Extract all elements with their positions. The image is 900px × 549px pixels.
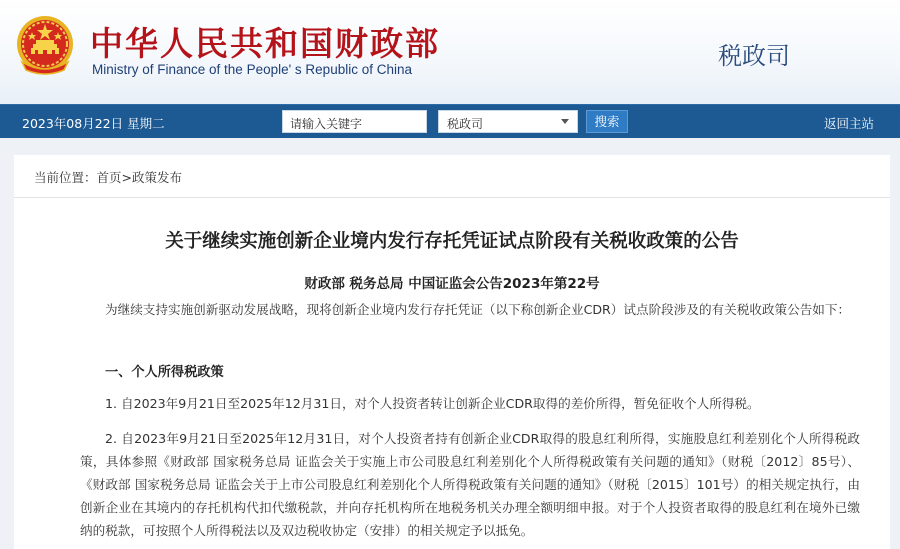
national-emblem-icon bbox=[14, 14, 76, 78]
article-title: 关于继续实施创新企业境内发行存托凭证试点阶段有关税收政策的公告 bbox=[165, 231, 739, 252]
breadcrumb-home-link[interactable]: 首页 bbox=[96, 170, 122, 185]
article-panel bbox=[14, 155, 890, 549]
department-name: 税政司 bbox=[718, 42, 790, 70]
return-home-link[interactable]: 返回主站 bbox=[823, 116, 874, 131]
search-scope-value: 税政司 bbox=[447, 117, 484, 131]
breadcrumb bbox=[34, 168, 182, 186]
breadcrumb-prefix: 当前位置： bbox=[34, 170, 97, 185]
nav-bar bbox=[0, 104, 900, 138]
site-title-english: Ministry of Finance of the People' s Republic of China bbox=[92, 62, 412, 77]
site-header bbox=[0, 0, 900, 104]
article-subtitle: 财政部 税务总局 中国证监会公告2023年第22号 bbox=[304, 276, 600, 292]
search-button[interactable]: 搜索 bbox=[586, 110, 628, 133]
breadcrumb-section-link[interactable]: 政策发布 bbox=[132, 170, 183, 185]
intro-paragraph: 为继续支持实施创新驱动发展战略，现将创新企业境内发行存托凭证（以下称创新企业CDR）试点阶段涉及的有关税收政策公告如下： bbox=[105, 302, 851, 317]
chevron-down-icon bbox=[561, 119, 569, 124]
site-title: 中华人民共和国财政部 bbox=[90, 24, 440, 63]
policy-item-2: 2. 自2023年9月21日至2025年12月31日，对个人投资者持有创新企业CDR取得的股息红利所得，实施股息红利差别化个人所得税政策，具体参照《财政部 国家税务总局 证监会关于实施上市公司股息红利差别化个人所得税政策有关问题的通知》（财税〔2012〕85号）、《财政部 国家税务总局 证监会关于上市公司股息红利差别化个人所得税政策有关问题的通知》（财税〔2015〕101号）的相关规定执行，由创新企业在其境内的存托机构代扣代缴税款，并向存托机构所在地税务机关办理全额明细申报。对于个人投资者取得的股息红利在境外已缴纳的税款，可按照个人所得税法以及双边税收协定（安排）的相关规定予以抵免。 bbox=[80, 431, 860, 538]
divider bbox=[14, 197, 890, 198]
search-scope-select[interactable] bbox=[438, 110, 578, 133]
breadcrumb-separator: > bbox=[121, 170, 133, 185]
current-date: 2023年08月22日 星期二 bbox=[22, 116, 165, 131]
section-heading: 一、个人所得税政策 bbox=[105, 365, 224, 380]
search-input[interactable]: 请输入关键字 bbox=[282, 110, 427, 133]
policy-item-1: 1. 自2023年9月21日至2025年12月31日，对个人投资者转让创新企业CDR取得的差价所得，暂免征收个人所得税。 bbox=[105, 396, 760, 411]
